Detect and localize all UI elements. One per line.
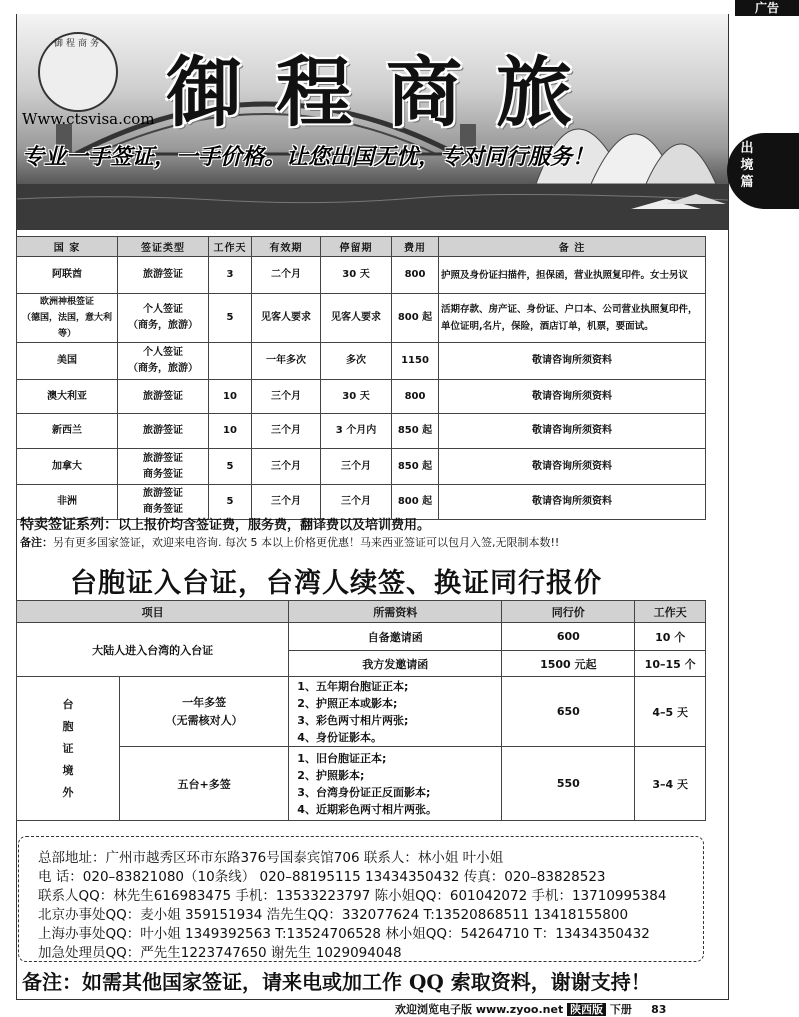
- visa-cell-stay: 三个月: [321, 449, 392, 485]
- visa-cell-stay: 30 天: [321, 257, 392, 294]
- taiwan-table-header: [17, 601, 706, 623]
- entry-material-1: 自备邀请函: [289, 623, 502, 651]
- header-fee: 费用: [392, 237, 439, 257]
- table-row: [17, 294, 706, 343]
- visa-cell-validity: 三个月: [252, 485, 321, 520]
- visa-cell-country: 阿联酋: [17, 257, 118, 294]
- visa-cell-type: 个人签证 （商务，旅游）: [118, 294, 209, 343]
- visa-cell-type: 旅游签证 商务签证: [118, 449, 209, 485]
- abroad-item-2: 五台+多签: [120, 747, 289, 821]
- remark-line: [20, 534, 559, 550]
- visa-cell-stay: 三个月: [321, 485, 392, 520]
- table-row: [17, 380, 706, 414]
- material-line: 2、护照正本或影本;: [297, 696, 398, 710]
- visa-table-header: [17, 237, 706, 257]
- visa-cell-country: 欧洲神根签证 （德国，法国，意大利等）: [17, 294, 118, 343]
- special-label: 特卖签证系列：: [20, 517, 118, 533]
- visa-cell-type: 个人签证 （商务，旅游）: [118, 343, 209, 380]
- contact-shanghai: 上海办事处QQ：叶小姐 1349392563 T:13524706528 林小姐QQ：54264710 T：13434350432: [38, 926, 650, 942]
- entry-material-2: 我方发邀请函: [289, 651, 502, 677]
- visa-cell-stay: 见客人要求: [321, 294, 392, 343]
- bottom-note: 备注：如需其他国家签证，请来电或加工作 QQ 索取资料，谢谢支持！: [22, 970, 651, 994]
- contact-qq: 联系人QQ：林先生616983475 手机：13533223797 陈小姐QQ：601042072 手机：13710995384: [38, 888, 667, 904]
- visa-cell-days: 5: [209, 294, 252, 343]
- entry-permit-cell: 大陆人进入台湾的入台证: [17, 623, 289, 677]
- visa-cell-note: 敬请咨询所须资料: [439, 414, 706, 449]
- contact-phone: 电 话：020–83821080（10条线） 020–88195115 13434350432 传真：020–83828523: [38, 869, 606, 885]
- footer-volume: 下册: [609, 1003, 632, 1016]
- table-row: [17, 449, 706, 485]
- visa-cell-stay: 3 个月内: [321, 414, 392, 449]
- visa-cell-days: 5: [209, 485, 252, 520]
- abroad-days-1: 4–5 天: [635, 677, 706, 747]
- material-line: 2、护照影本;: [297, 768, 365, 782]
- visa-cell-fee: 800: [392, 380, 439, 414]
- visa-cell-type: 旅游签证: [118, 380, 209, 414]
- footer-text[interactable]: 欢迎浏览电子版 www.zyoo.net: [395, 1003, 564, 1016]
- abroad-price-2: 550: [502, 747, 635, 821]
- entry-days-1: 10 个: [635, 623, 706, 651]
- table-row: [17, 677, 706, 747]
- contact-beijing: 北京办事处QQ：麦小姐 359151934 浩先生QQ：332077624 T:13520868511 13418155800: [38, 907, 629, 923]
- header-days: 工作天: [209, 237, 252, 257]
- visa-cell-type: 旅游签证 商务签证: [118, 485, 209, 520]
- abroad-item-1: 一年多签 （无需核对人）: [120, 677, 289, 747]
- footer-edition-box: 陕西版: [567, 1003, 606, 1016]
- visa-cell-note: 敬请咨询所须资料: [439, 380, 706, 414]
- visa-cell-days: 3: [209, 257, 252, 294]
- table-row: [17, 257, 706, 294]
- logo-text: 御程商务: [54, 39, 103, 49]
- taiwan-section-title: 台胞证入台证，台湾人续签、换证同行报价: [70, 568, 602, 599]
- table-row: [17, 747, 706, 821]
- taiwan-price-table: [16, 600, 706, 821]
- entry-price-2: 1500 元起: [502, 651, 635, 677]
- material-line: 4、近期彩色两寸相片两张。: [297, 802, 437, 816]
- header-stay: 停留期: [321, 237, 392, 257]
- visa-cell-note: 活期存款、房产证、身份证、户口本、公司营业执照复印件，单位证明,名片，保险，酒店订单，机票，要面试。: [439, 294, 706, 343]
- abroad-materials-1: [289, 677, 502, 747]
- abroad-days-2: 3–4 天: [635, 747, 706, 821]
- tw-header-material: 所需资料: [289, 601, 502, 623]
- remark-text: 另有更多国家签证，欢迎来电咨询. 每次 5 本以上价格更优惠！马来西亚签证可以包月入签,无限制本数!!: [53, 536, 560, 549]
- header-note: 备 注: [439, 237, 706, 257]
- visa-cell-fee: 1150: [392, 343, 439, 380]
- abroad-price-1: 650: [502, 677, 635, 747]
- visa-cell-country: 澳大利亚: [17, 380, 118, 414]
- visa-cell-stay: 多次: [321, 343, 392, 380]
- visa-cell-days: 5: [209, 449, 252, 485]
- visa-cell-note: 敬请咨询所须资料: [439, 449, 706, 485]
- remark-label: 备注：: [20, 536, 53, 549]
- visa-cell-days: [209, 343, 252, 380]
- visa-cell-validity: 二个月: [252, 257, 321, 294]
- visa-cell-validity: 一年多次: [252, 343, 321, 380]
- side-tab-label: 出 境 篇: [740, 141, 754, 190]
- entry-price-1: 600: [502, 623, 635, 651]
- header-validity: 有效期: [252, 237, 321, 257]
- visa-cell-country: 加拿大: [17, 449, 118, 485]
- table-row: [17, 414, 706, 449]
- visa-cell-validity: 见客人要求: [252, 294, 321, 343]
- visa-cell-days: 10: [209, 414, 252, 449]
- entry-days-2: 10–15 个: [635, 651, 706, 677]
- abroad-materials-2: [289, 747, 502, 821]
- tw-header-days: 工作天: [635, 601, 706, 623]
- visa-cell-country: 新西兰: [17, 414, 118, 449]
- visa-cell-fee: 800 起: [392, 485, 439, 520]
- visa-cell-validity: 三个月: [252, 380, 321, 414]
- abroad-label: 台 胞 证 境 外: [17, 677, 120, 821]
- visa-cell-validity: 三个月: [252, 449, 321, 485]
- visa-cell-days: 10: [209, 380, 252, 414]
- page-number: 83: [651, 1003, 667, 1016]
- visa-cell-fee: 850 起: [392, 449, 439, 485]
- header-country: 国 家: [17, 237, 118, 257]
- brand-title: 御程商旅: [166, 48, 606, 137]
- visa-cell-type: 旅游签证: [118, 414, 209, 449]
- tw-header-price: 同行价: [502, 601, 635, 623]
- special-text: 以上报价均含签证费，服务费，翻译费以及培训费用。: [118, 518, 431, 533]
- slogan: 专业一手签证，一手价格。让您出国无忧，专对同行服务！: [22, 145, 595, 170]
- tw-header-item: 项目: [17, 601, 289, 623]
- visa-cell-stay: 30 天: [321, 380, 392, 414]
- visa-cell-country: 美国: [17, 343, 118, 380]
- material-line: 3、台湾身份证正反面影本;: [297, 785, 431, 799]
- special-visa-line: [20, 514, 430, 534]
- material-line: 4、身份证影本。: [297, 730, 382, 744]
- material-line: 1、五年期台胞证正本;: [297, 679, 409, 693]
- material-line: 3、彩色两寸相片两张;: [297, 713, 409, 727]
- contact-address: 总部地址：广州市越秀区环市东路376号国泰宾馆706 联系人：林小姐 叶小姐: [38, 850, 504, 866]
- website-url[interactable]: Www.ctsvisa.com: [22, 110, 155, 128]
- visa-cell-country: 非洲: [17, 485, 118, 520]
- visa-cell-note: 敬请咨询所须资料: [439, 485, 706, 520]
- header-type: 签证类型: [118, 237, 209, 257]
- footer: [395, 1001, 666, 1017]
- ad-tag: 广告: [735, 0, 799, 16]
- table-row: [17, 343, 706, 380]
- visa-price-table: [16, 236, 706, 520]
- visa-cell-type: 旅游签证: [118, 257, 209, 294]
- visa-cell-note: 护照及身份证扫描件，担保函，营业执照复印件。女士另议: [439, 257, 706, 294]
- visa-cell-fee: 850 起: [392, 414, 439, 449]
- visa-cell-validity: 三个月: [252, 414, 321, 449]
- contact-urgent: 加急处理员QQ：严先生1223747650 谢先生 1029094048: [38, 945, 402, 961]
- visa-cell-fee: 800 起: [392, 294, 439, 343]
- table-row: [17, 623, 706, 651]
- visa-cell-fee: 800: [392, 257, 439, 294]
- visa-cell-note: 敬请咨询所须资料: [439, 343, 706, 380]
- material-line: 1、旧台胞证正本;: [297, 751, 387, 765]
